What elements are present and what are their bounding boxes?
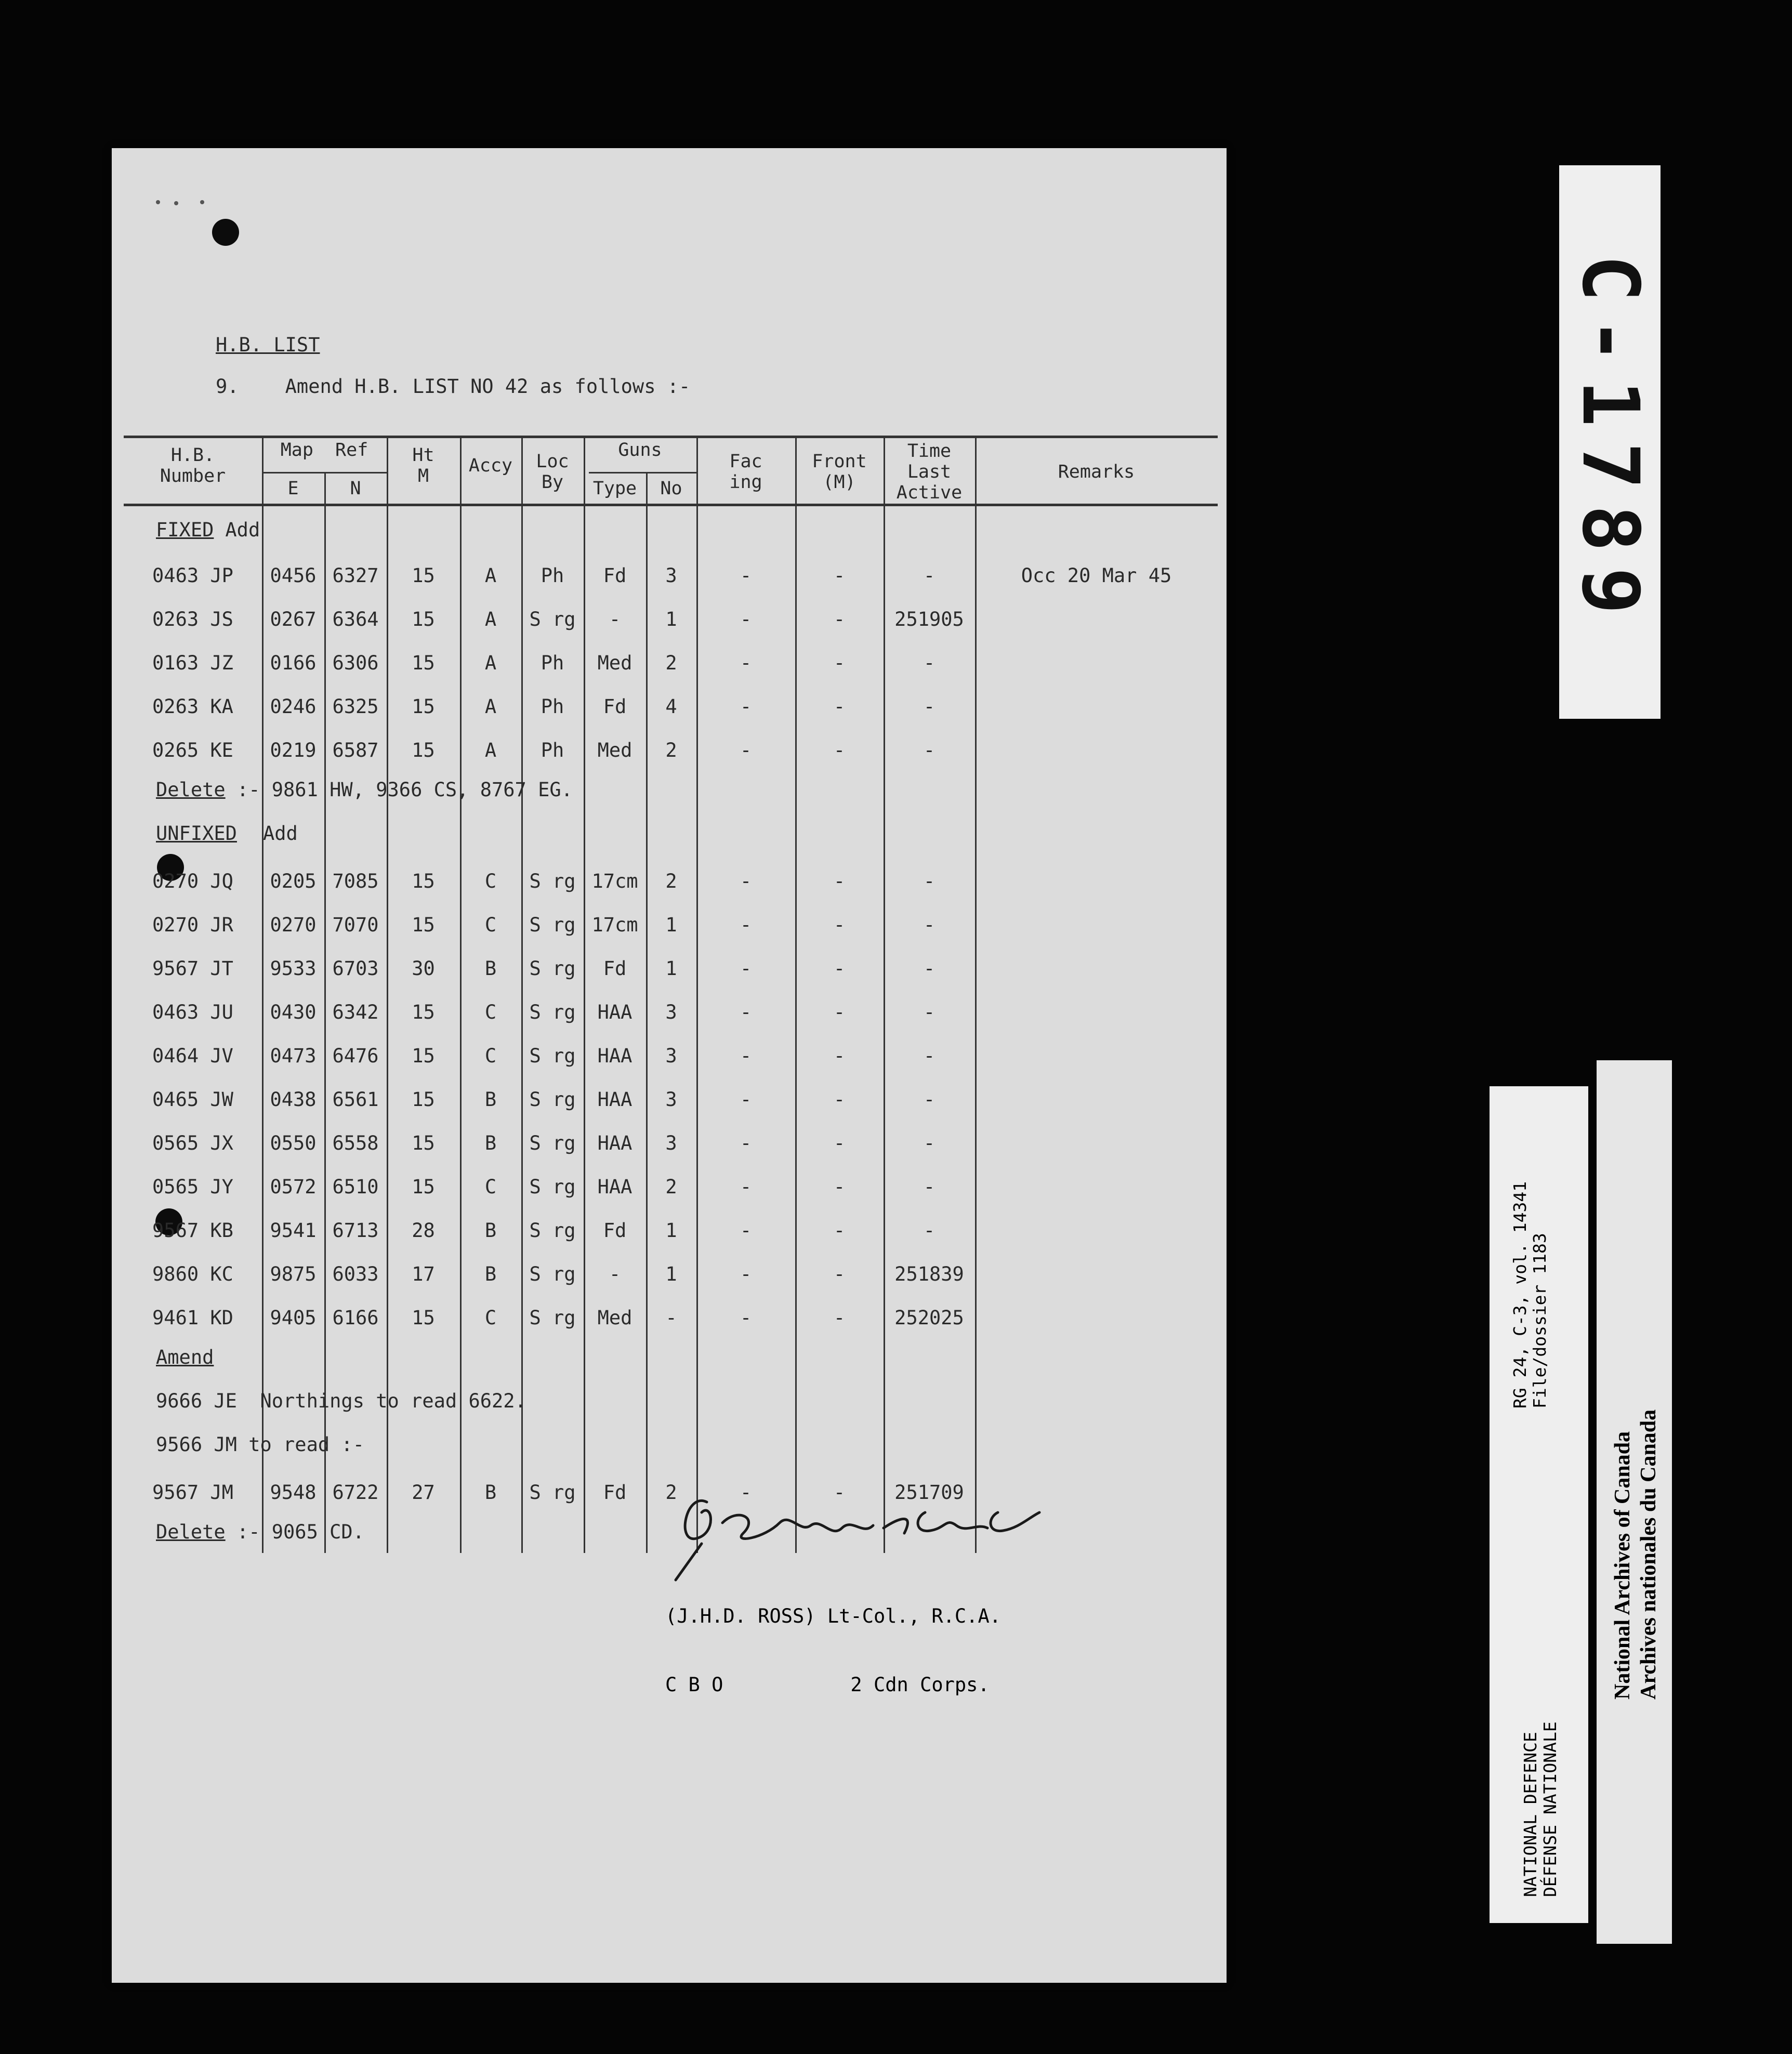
table-row <box>124 642 1218 686</box>
cell-type: Fd <box>603 1481 627 1504</box>
cell-ht: 15 <box>412 914 435 936</box>
cell-front: - <box>833 1001 846 1023</box>
table-row <box>124 1079 1218 1123</box>
cell-loc: S rg <box>529 1088 576 1111</box>
frame-number-text: C-1789 <box>1564 254 1655 630</box>
cell-front: - <box>833 1088 846 1111</box>
cell-no: 4 <box>665 695 677 718</box>
cell-time: - <box>923 652 935 674</box>
archives-text <box>1610 1410 1662 1700</box>
cell-type: 17cm <box>591 870 638 892</box>
cell-n: 7085 <box>332 870 379 892</box>
cell-time: - <box>923 695 935 718</box>
cell-loc: S rg <box>529 1263 576 1285</box>
cell-no: - <box>665 1307 677 1329</box>
cell-n: 6722 <box>332 1481 379 1504</box>
cell-e: 0572 <box>270 1176 317 1198</box>
cell-ht: 15 <box>412 739 435 761</box>
cell-no: 1 <box>665 957 677 980</box>
cell-time: - <box>923 957 935 980</box>
cell-ht: 15 <box>412 1088 435 1111</box>
cell-facing: - <box>740 870 752 892</box>
punch-hole <box>212 219 239 246</box>
cell-hb: 9860 KC <box>152 1263 233 1285</box>
cell-accy: B <box>484 957 497 980</box>
header-ht: Ht M <box>412 445 434 486</box>
cell-hb: 0464 JV <box>152 1045 233 1067</box>
cell-time: - <box>923 1132 935 1154</box>
reference-line-1: RG 24, C-3, vol. 14341 <box>1510 1181 1530 1408</box>
amend-line-2: 9566 JM to read :- <box>156 1433 364 1456</box>
cell-no: 2 <box>665 652 677 674</box>
cell-n: 6306 <box>332 652 379 674</box>
table-row <box>124 555 1218 599</box>
cell-n: 6703 <box>332 957 379 980</box>
cell-facing: - <box>740 652 752 674</box>
cell-no: 1 <box>665 914 677 936</box>
table-top-rule <box>124 436 1218 438</box>
cell-hb: 9567 JT <box>152 957 233 980</box>
header-accy: Accy <box>468 455 513 476</box>
cell-time: - <box>923 1045 935 1067</box>
cell-type: HAA <box>597 1001 633 1023</box>
header-front: Front (M) <box>812 451 867 493</box>
cell-no: 1 <box>665 1219 677 1242</box>
cell-e: 9548 <box>270 1481 317 1504</box>
cell-loc: Ph <box>541 739 564 761</box>
cell-front: - <box>833 1132 846 1154</box>
cell-loc: S rg <box>529 870 576 892</box>
cell-no: 1 <box>665 1263 677 1285</box>
cell-e: 9875 <box>270 1263 317 1285</box>
cell-e: 0438 <box>270 1088 317 1111</box>
table-row <box>124 1297 1218 1341</box>
cell-hb: 9567 KB <box>152 1219 233 1242</box>
cell-n: 6476 <box>332 1045 379 1067</box>
section-note <box>156 519 260 541</box>
header-loc-by: Loc By <box>536 451 569 493</box>
cell-e: 0270 <box>270 914 317 936</box>
header-e: E <box>287 478 299 499</box>
cell-loc: S rg <box>529 1045 576 1067</box>
cell-type: 17cm <box>591 914 638 936</box>
table-row <box>124 1035 1218 1079</box>
reference-line-2: File/dossier 1183 <box>1530 1233 1550 1408</box>
cell-ht: 30 <box>412 957 435 980</box>
cell-facing: - <box>740 564 752 587</box>
header-time-last-active: Time Last Active <box>896 441 963 503</box>
cell-facing: - <box>740 695 752 718</box>
cell-time: - <box>923 1176 935 1198</box>
cell-hb: 0463 JP <box>152 564 233 587</box>
header-n: N <box>350 478 361 499</box>
reference-label <box>1490 1086 1588 1923</box>
cell-accy: B <box>484 1219 497 1242</box>
delete-label: Delete <box>156 1521 226 1543</box>
delete-label: Delete <box>156 779 226 801</box>
cell-no: 3 <box>665 1132 677 1154</box>
cell-loc: S rg <box>529 957 576 980</box>
cell-facing: - <box>740 1088 752 1111</box>
cell-accy: B <box>484 1088 497 1111</box>
cell-ht: 15 <box>412 870 435 892</box>
cell-accy: A <box>484 608 497 630</box>
cell-loc: S rg <box>529 1176 576 1198</box>
cell-accy: B <box>484 1481 497 1504</box>
cell-time: - <box>923 564 935 587</box>
cell-n: 6713 <box>332 1219 379 1242</box>
cell-facing: - <box>740 1219 752 1242</box>
archives-line-1: National Archives of Canada <box>1611 1431 1635 1700</box>
cell-type: - <box>609 608 621 630</box>
cell-ht: 15 <box>412 1176 435 1198</box>
cell-no: 1 <box>665 608 677 630</box>
cell-facing: - <box>740 1045 752 1067</box>
cell-hb: 0565 JY <box>152 1176 233 1198</box>
frame-number-label <box>1559 165 1661 719</box>
cell-accy: C <box>484 1001 497 1023</box>
cell-type: HAA <box>597 1088 633 1111</box>
cell-n: 6342 <box>332 1001 379 1023</box>
amend-paragraph: 9. Amend H.B. LIST NO 42 as follows :- <box>216 375 691 398</box>
cell-loc: S rg <box>529 914 576 936</box>
cell-n: 6166 <box>332 1307 379 1329</box>
reference-text <box>1510 1181 1550 1408</box>
cell-front: - <box>833 608 846 630</box>
cell-e: 0456 <box>270 564 317 587</box>
cell-hb: 0465 JW <box>152 1088 233 1111</box>
cell-n: 6033 <box>332 1263 379 1285</box>
cell-front: - <box>833 564 846 587</box>
archives-label <box>1597 1060 1672 1944</box>
archives-line-2: Archives nationales du Canada <box>1637 1409 1661 1700</box>
amend-label: Amend <box>156 1346 214 1368</box>
cell-facing: - <box>740 1481 752 1504</box>
cell-facing: - <box>740 914 752 936</box>
cell-front: - <box>833 739 846 761</box>
cell-ht: 28 <box>412 1219 435 1242</box>
department-line-2: DÉFENSE NATIONALE <box>1540 1721 1560 1897</box>
cell-time: - <box>923 1001 935 1023</box>
table-row <box>124 686 1218 730</box>
cell-n: 6510 <box>332 1176 379 1198</box>
cell-front: - <box>833 695 846 718</box>
cell-accy: A <box>484 695 497 718</box>
cell-front: - <box>833 957 846 980</box>
cell-remarks: Occ 20 Mar 45 <box>1021 564 1172 587</box>
cell-e: 0550 <box>270 1132 317 1154</box>
cell-accy: C <box>484 870 497 892</box>
department-text <box>1521 1721 1560 1897</box>
cell-accy: A <box>484 739 497 761</box>
cell-facing: - <box>740 739 752 761</box>
cell-facing: - <box>740 1307 752 1329</box>
section-note <box>156 822 298 845</box>
cell-hb: 0463 JU <box>152 1001 233 1023</box>
section-note <box>156 1390 526 1412</box>
cell-accy: A <box>484 652 497 674</box>
cell-n: 6327 <box>332 564 379 587</box>
cell-loc: S rg <box>529 1001 576 1023</box>
cell-time: 251709 <box>894 1481 964 1504</box>
table-row <box>124 904 1218 948</box>
cell-facing: - <box>740 608 752 630</box>
header-remarks: Remarks <box>1058 462 1135 482</box>
cell-loc: S rg <box>529 608 576 630</box>
cell-type: Med <box>597 739 633 761</box>
cell-loc: Ph <box>541 695 564 718</box>
delete-text: :- 9065 CD. <box>225 1521 364 1543</box>
cell-e: 0246 <box>270 695 317 718</box>
cell-accy: C <box>484 1176 497 1198</box>
cell-no: 3 <box>665 564 677 587</box>
unfixed-add-label: Add <box>262 822 298 845</box>
cell-ht: 15 <box>412 564 435 587</box>
cell-facing: - <box>740 1001 752 1023</box>
header-facing: Fac ing <box>729 451 762 493</box>
cell-ht: 17 <box>412 1263 435 1285</box>
cell-type: Fd <box>603 564 627 587</box>
cell-front: - <box>833 1176 846 1198</box>
cell-n: 6325 <box>332 695 379 718</box>
fixed-label: FIXED <box>156 519 214 541</box>
section-note <box>156 1433 364 1456</box>
cell-no: 3 <box>665 1088 677 1111</box>
header-no: No <box>660 478 682 499</box>
cell-facing: - <box>740 1263 752 1285</box>
table-row <box>124 1123 1218 1166</box>
cell-time: 251905 <box>894 608 964 630</box>
section-note <box>156 779 573 801</box>
signature-name-line: (J.H.D. ROSS) Lt-Col., R.C.A. <box>665 1605 1002 1627</box>
cell-hb: 0265 KE <box>152 739 233 761</box>
unfixed-label: UNFIXED <box>156 822 237 845</box>
cell-loc: Ph <box>541 564 564 587</box>
cell-no: 3 <box>665 1001 677 1023</box>
cell-ht: 15 <box>412 1001 435 1023</box>
cell-type: HAA <box>597 1176 633 1198</box>
cell-e: 9541 <box>270 1219 317 1242</box>
amend-line-1: 9666 JE Northings to read 6622. <box>156 1390 526 1412</box>
cell-n: 6587 <box>332 739 379 761</box>
cell-front: - <box>833 1307 846 1329</box>
cell-front: - <box>833 1481 846 1504</box>
cell-front: - <box>833 1045 846 1067</box>
cell-no: 3 <box>665 1045 677 1067</box>
guns-rule <box>589 472 698 473</box>
table-row <box>124 948 1218 992</box>
cell-ht: 15 <box>412 1307 435 1329</box>
table-row <box>124 992 1218 1035</box>
cell-ht: 15 <box>412 652 435 674</box>
cell-no: 2 <box>665 1176 677 1198</box>
cell-accy: C <box>484 914 497 936</box>
cell-e: 9533 <box>270 957 317 980</box>
cell-time: - <box>923 739 935 761</box>
list-heading: H.B. LIST <box>216 334 320 356</box>
speck <box>200 200 204 204</box>
delete-text: :- 9861 HW, 9366 CS, 8767 EG. <box>225 779 573 801</box>
department-line-1: NATIONAL DEFENCE <box>1520 1732 1540 1897</box>
cell-time: - <box>923 1219 935 1242</box>
cell-type: HAA <box>597 1045 633 1067</box>
cell-time: 251839 <box>894 1263 964 1285</box>
cell-ht: 27 <box>412 1481 435 1504</box>
table-row <box>124 861 1218 904</box>
section-note <box>156 1346 214 1368</box>
cell-e: 0205 <box>270 870 317 892</box>
header-map-ref: Map Ref <box>280 440 368 460</box>
cell-hb: 0263 JS <box>152 608 233 630</box>
cell-ht: 15 <box>412 695 435 718</box>
cell-ht: 15 <box>412 608 435 630</box>
cell-no: 2 <box>665 870 677 892</box>
section-note <box>156 1521 364 1543</box>
table-row <box>124 1254 1218 1297</box>
cell-e: 0219 <box>270 739 317 761</box>
cell-facing: - <box>740 1176 752 1198</box>
cell-e: 0267 <box>270 608 317 630</box>
cell-accy: B <box>484 1132 497 1154</box>
header-guns: Guns <box>618 440 662 460</box>
cell-accy: C <box>484 1045 497 1067</box>
cell-type: Med <box>597 1307 633 1329</box>
cell-n: 6558 <box>332 1132 379 1154</box>
cell-time: - <box>923 870 935 892</box>
header-type: Type <box>592 478 637 499</box>
cell-hb: 9461 KD <box>152 1307 233 1329</box>
cell-hb: 0263 KA <box>152 695 233 718</box>
cell-type: Fd <box>603 957 627 980</box>
cell-e: 0430 <box>270 1001 317 1023</box>
cell-loc: S rg <box>529 1481 576 1504</box>
cell-facing: - <box>740 1132 752 1154</box>
cell-type: Fd <box>603 1219 627 1242</box>
cell-n: 6364 <box>332 608 379 630</box>
cell-hb: 0163 JZ <box>152 652 233 674</box>
cell-hb: 0270 JQ <box>152 870 233 892</box>
cell-accy: A <box>484 564 497 587</box>
signature-block <box>665 1559 1001 1719</box>
cell-loc: S rg <box>529 1307 576 1329</box>
cell-n: 7070 <box>332 914 379 936</box>
cell-front: - <box>833 1219 846 1242</box>
cell-time: 252025 <box>894 1307 964 1329</box>
cell-e: 9405 <box>270 1307 317 1329</box>
cell-ht: 15 <box>412 1132 435 1154</box>
cell-front: - <box>833 1263 846 1285</box>
cell-facing: - <box>740 957 752 980</box>
table-row <box>124 1166 1218 1210</box>
fixed-add-label: Add <box>225 519 260 541</box>
cell-type: Med <box>597 652 633 674</box>
cell-front: - <box>833 870 846 892</box>
header-bottom-rule <box>124 504 1218 506</box>
cell-time: - <box>923 1088 935 1111</box>
header-hb-number: H.B. Number <box>160 445 226 486</box>
speck <box>174 201 178 205</box>
cell-hb: 0565 JX <box>152 1132 233 1154</box>
cell-ht: 15 <box>412 1045 435 1067</box>
cell-n: 6561 <box>332 1088 379 1111</box>
cell-loc: Ph <box>541 652 564 674</box>
cell-front: - <box>833 652 846 674</box>
cell-no: 2 <box>665 1481 677 1504</box>
cell-front: - <box>833 914 846 936</box>
table-row <box>124 1210 1218 1254</box>
cell-loc: S rg <box>529 1132 576 1154</box>
cell-time: - <box>923 914 935 936</box>
cell-type: Fd <box>603 695 627 718</box>
cell-type: - <box>609 1263 621 1285</box>
cell-accy: C <box>484 1307 497 1329</box>
signature-office-line: C B O 2 Cdn Corps. <box>665 1674 990 1696</box>
cell-hb: 0270 JR <box>152 914 233 936</box>
cell-no: 2 <box>665 739 677 761</box>
table-row <box>124 730 1218 773</box>
cell-hb: 9567 JM <box>152 1481 233 1504</box>
table-row <box>124 599 1218 642</box>
cell-e: 0166 <box>270 652 317 674</box>
cell-e: 0473 <box>270 1045 317 1067</box>
speck <box>156 200 160 204</box>
cell-type: HAA <box>597 1132 633 1154</box>
cell-accy: B <box>484 1263 497 1285</box>
cell-loc: S rg <box>529 1219 576 1242</box>
